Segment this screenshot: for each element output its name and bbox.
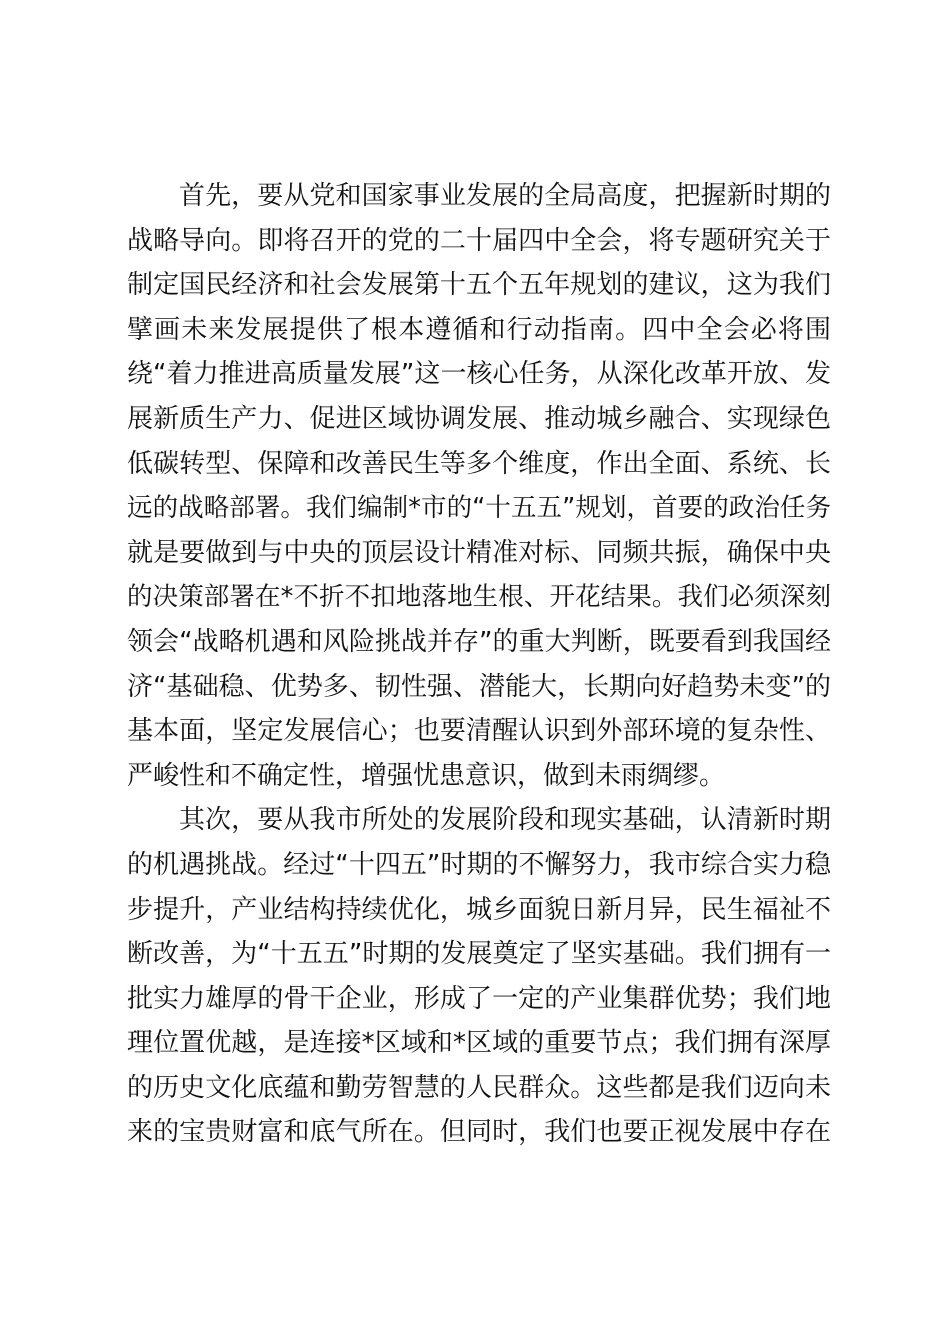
text-line: 首先，要从党和国家事业发展的全局高度，把握新时期的 [179, 181, 831, 211]
text-line: 的决策部署在*不折不扣地落地生根、开花结果。我们必须深刻 [127, 582, 831, 613]
text-line: 擘画未来发展提供了根本遵循和行动指南。四中全会必将围 [127, 314, 831, 345]
text-line: 低碳转型、保障和改善民生等多个维度，作出全面、系统、长 [127, 448, 831, 479]
body-text [127, 174, 831, 1155]
text-line: 基本面，坚定发展信心；也要清醒认识到外部环境的复杂性、 [127, 716, 831, 747]
text-line: 步提升，产业结构持续优化，城乡面貌日新月异，民生福祉不 [127, 894, 831, 925]
text-line: 的机遇挑战。经过“十四五”时期的不懈努力，我市综合实力稳 [127, 849, 831, 880]
text-line: 战略导向。即将召开的党的二十届四中全会，将专题研究关于 [127, 225, 831, 256]
paragraph-2 [127, 798, 831, 1155]
text-line: 其次，要从我市所处的发展阶段和现实基础，认清新时期 [179, 805, 831, 836]
text-line: 就是要做到与中央的顶层设计精准对标、同频共振，确保中央 [127, 537, 831, 568]
text-line: 济“基础稳、优势多、韧性强、潜能大，长期向好趋势未变”的 [127, 671, 831, 702]
text-line: 理位置优越，是连接*区域和*区域的重要节点；我们拥有深厚 [127, 1028, 831, 1059]
text-line: 来的宝贵财富和底气所在。但同时，我们也要正视发展中存在 [127, 1117, 831, 1148]
text-line: 展新质生产力、促进区域协调发展、推动城乡融合、实现绿色 [127, 403, 831, 434]
text-line: 远的战略部署。我们编制*市的“十五五”规划，首要的政治任务 [127, 493, 831, 524]
text-line: 领会“战略机遇和风险挑战并存”的重大判断，既要看到我国经 [127, 626, 831, 657]
paragraph-1 [127, 174, 831, 798]
text-line: 绕“着力推进高质量发展”这一核心任务，从深化改革开放、发 [127, 359, 831, 390]
text-line: 严峻性和不确定性，增强忧患意识，做到未雨绸缪。 [127, 760, 726, 791]
text-line: 断改善，为“十五五”时期的发展奠定了坚实基础。我们拥有一 [127, 939, 831, 970]
text-line: 批实力雄厚的骨干企业，形成了一定的产业集群优势；我们地 [127, 983, 831, 1014]
text-line: 制定国民经济和社会发展第十五个五年规划的建议，这为我们 [127, 270, 831, 301]
text-line: 的历史文化底蕴和勤劳智慧的人民群众。这些都是我们迈向未 [127, 1072, 831, 1103]
